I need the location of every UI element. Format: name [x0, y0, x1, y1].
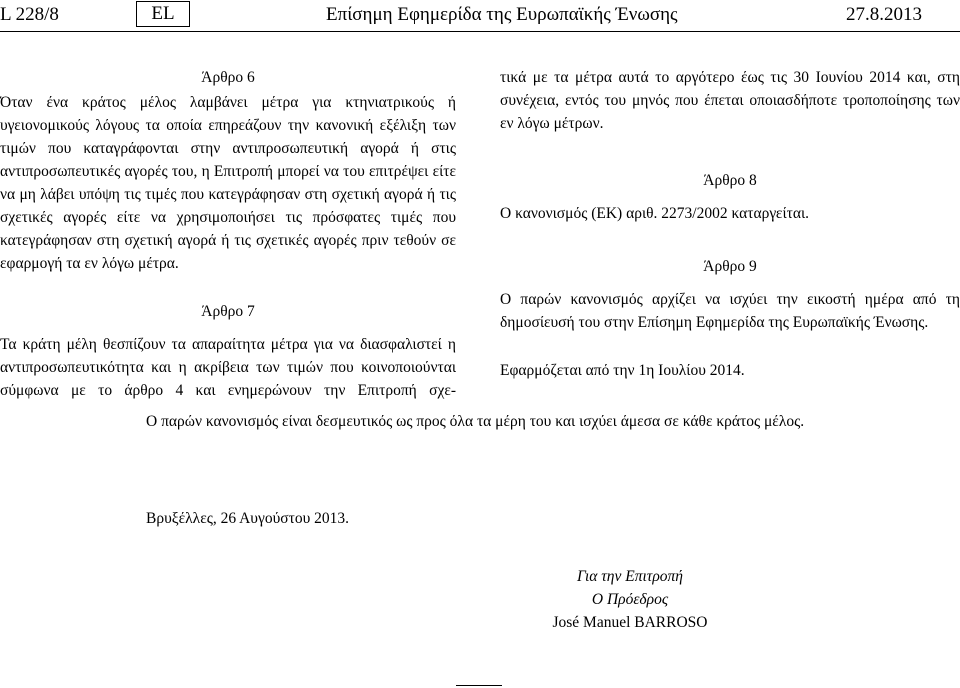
article-6-text: Όταν ένα κράτος μέλος λαμβάνει μέτρα για κτηνιατρικούς ή υγειονομικούς λόγους τα οποία επηρεάζουν την κανονική εξέλιξη των τιμών που καταγράφονται στην αντιπροσωπευτική αγορά ή στις αντιπροσωπευτικές αγορές του, η Επιτροπή μπορεί να του επιτρέψει είτε να μη λάβει υπόψη τις τιμές που κατεγράφησαν στη σχετική αγορά ή τις σχετικές αγορές είτε να χρησιμοποιήσει τις πρόσφατες τιμές που κατεγράφησαν στη σχετική αγορά ή τις σχετικές αγορές πριν τεθούν σε εφαρμογή τα εν λόγω μέτρα. — [0, 94, 456, 272]
article-8-heading: Άρθρο 8 — [703, 172, 757, 189]
article-9-text: Ο παρών κανονισμός αρχίζει να ισχύει την εικοστή ημέρα από τη δημοσίευσή του στην Επίσημη Εφημερίδα της Ευρωπαϊκής Ένωσης. — [500, 291, 960, 331]
signature-for: Για την Επιτροπή — [576, 568, 683, 585]
language-code-box: EL — [136, 1, 190, 27]
right-column — [500, 66, 960, 382]
signature-role: Ο Πρόεδρος — [591, 591, 669, 608]
article-7-heading: Άρθρο 7 — [201, 303, 255, 320]
article-8-text: Ο κανονισμός (ΕΚ) αριθ. 2273/2002 καταργείται. — [500, 205, 810, 222]
article-6-heading: Άρθρο 6 — [201, 69, 255, 86]
page-header — [0, 0, 960, 34]
place-and-date: Βρυξέλλες, 26 Αυγούστου 2013. — [146, 510, 350, 527]
page-number: L 228/8 — [0, 4, 59, 25]
application-date-text: Εφαρμόζεται από την 1η Ιουλίου 2014. — [500, 362, 745, 379]
left-column — [0, 66, 456, 402]
binding-clause: Ο παρών κανονισμός είναι δεσμευτικός ως προς όλα τα μέρη του και ισχύει άμεσα σε κάθε κράτος μέλος. — [146, 413, 805, 430]
signature-name: José Manuel BARROSO — [552, 614, 708, 631]
issue-date: 27.8.2013 — [846, 4, 922, 25]
header-divider — [0, 31, 960, 32]
article-7-text: Τα κράτη μέλη θεσπίζουν τα απαραίτητα μέτρα για να διασφαλιστεί η αντιπροσωπευτικότητα και η ακρίβεια των τιμών που κοινοποιούνται σύμφωνα με το άρθρο 4 και ενημερώνουν την Επιτροπή σχε- — [0, 336, 456, 399]
journal-title: Επίσημη Εφημερίδα της Ευρωπαϊκής Ένωσης — [326, 4, 678, 25]
article-9-heading: Άρθρο 9 — [703, 258, 757, 275]
footer-divider — [456, 685, 502, 686]
article-7-continuation: τικά με τα μέτρα αυτά το αργότερο έως τις 30 Ιουνίου 2014 και, στη συνέχεια, εντός του μηνός που έπεται οποιασδήποτε τροποποίησης των εν λόγω μέτρων. — [500, 69, 960, 132]
